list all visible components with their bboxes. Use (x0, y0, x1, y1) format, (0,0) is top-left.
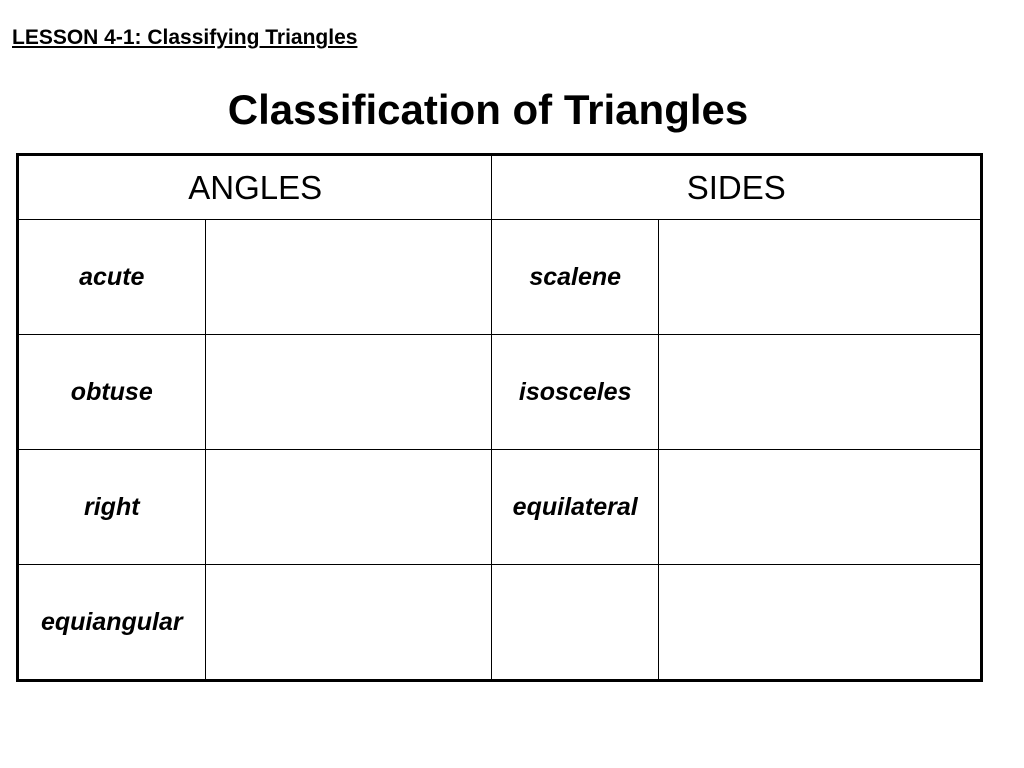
side-term-cell: equilateral (492, 450, 659, 565)
angle-answer-cell (205, 220, 492, 335)
page-title: Classification of Triangles (227, 86, 749, 133)
classification-table (16, 153, 983, 682)
side-answer-cell (658, 450, 981, 565)
angles-header: ANGLES (18, 155, 492, 220)
angle-answer-cell (205, 335, 492, 450)
side-term-cell (492, 565, 659, 681)
lesson-header: LESSON 4-1: Classifying Triangles (12, 26, 358, 49)
side-term-cell: scalene (492, 220, 659, 335)
table-row (18, 220, 982, 335)
side-answer-cell (658, 220, 981, 335)
angle-answer-cell (205, 565, 492, 681)
sides-header: SIDES (492, 155, 982, 220)
table-row (18, 565, 982, 681)
table-row (18, 450, 982, 565)
side-term-cell: isosceles (492, 335, 659, 450)
table-row (18, 335, 982, 450)
angle-term-cell: right (18, 450, 206, 565)
angle-term-cell: equiangular (18, 565, 206, 681)
angle-term-cell: obtuse (18, 335, 206, 450)
side-answer-cell (658, 565, 981, 681)
table-header-row (18, 155, 982, 220)
angle-term-cell: acute (18, 220, 206, 335)
side-answer-cell (658, 335, 981, 450)
angle-answer-cell (205, 450, 492, 565)
